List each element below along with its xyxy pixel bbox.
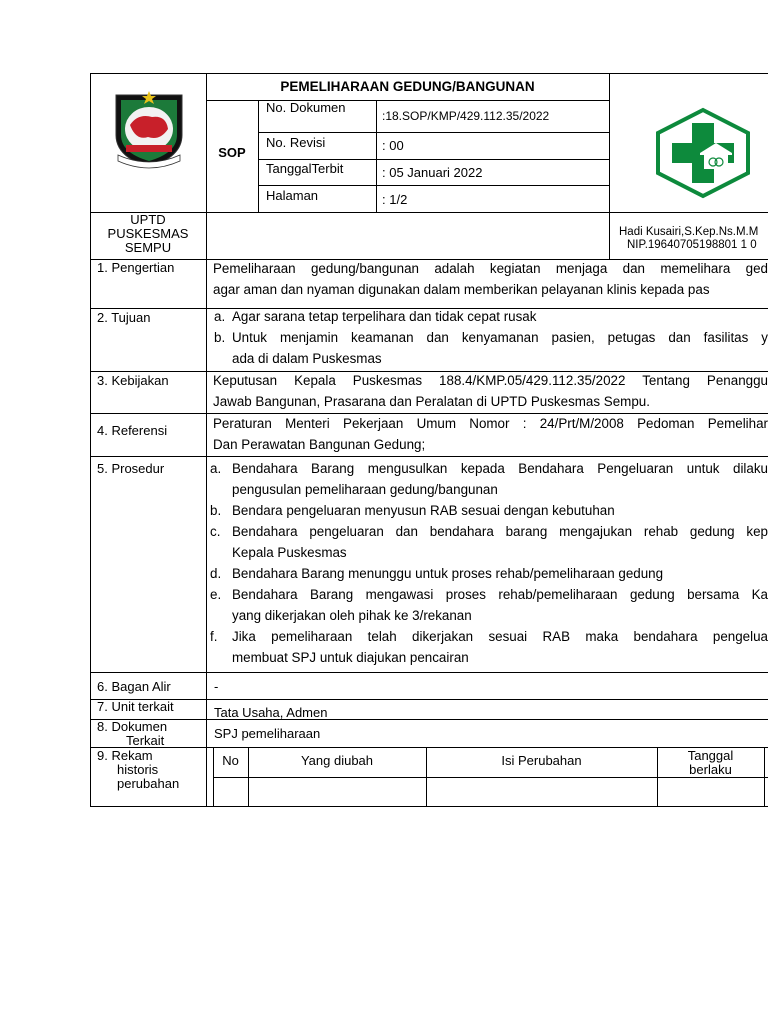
rekam-col-berlaku: berlaku <box>689 762 732 777</box>
field-value-tanggal-terbit: : 05 Januari 2022 <box>382 165 483 180</box>
rekam-col-no: No <box>222 753 239 768</box>
prosedur-f-line-2: membuat SPJ untuk diajukan pencairan <box>232 650 469 665</box>
field-label-no-dokumen: No. Dokumen <box>266 100 346 115</box>
prosedur-f-line-1: Jika pemeliharaan telah dikerjakan sesuai RAB maka bendahara pengelua <box>232 629 768 644</box>
prosedur-b-line-1: Bendara pengeluaran menyusun RAB sesuai dengan kebutuhan <box>232 503 615 518</box>
label-kebijakan: 3. Kebijakan <box>97 373 169 388</box>
tujuan-b-line-2: ada di dalam Puskesmas <box>232 351 382 366</box>
field-value-halaman: : 1/2 <box>382 192 408 207</box>
label-unit-terkait: 7. Unit terkait <box>97 699 174 714</box>
label-prosedur: 5. Prosedur <box>97 461 165 476</box>
puskesmas-logo <box>654 107 752 199</box>
rekam-col-yang-diubah: Yang diubah <box>300 753 374 768</box>
field-label-halaman: Halaman <box>266 188 319 203</box>
org-name-line-2: PUSKESMAS <box>107 226 189 241</box>
signer-nip: NIP.19640705198801 1 0 <box>627 239 757 251</box>
field-label-no-revisi: No. Revisi <box>266 135 326 150</box>
tujuan-b-line-1: Untuk menjamin keamanan dan kenyamanan pasien, petugas dan fasilitas y <box>232 330 768 345</box>
bagan-alir-value: - <box>214 679 219 694</box>
document-title: PEMELIHARAAN GEDUNG/BANGUNAN <box>280 79 535 94</box>
rekam-col-tanggal: Tanggal <box>687 748 734 763</box>
sop-label: SOP <box>218 145 246 160</box>
prosedur-a-marker: a. <box>210 461 222 476</box>
pengertian-line-2: agar aman dan nyaman digunakan dalam memberikan pelayanan klinis kepada pas <box>213 282 710 297</box>
field-value-no-dokumen: :18.SOP/KMP/429.112.35/2022 <box>382 109 550 123</box>
prosedur-a-line-2: pengusulan pemeliharaan gedung/bangunan <box>232 482 498 497</box>
tujuan-a-marker: a. <box>214 309 226 324</box>
label-dokumen-line-1: 8. Dokumen <box>97 719 168 734</box>
prosedur-c-line-2: Kepala Puskesmas <box>232 545 347 560</box>
prosedur-e-line-2: yang dikerjakan oleh pihak ke 3/rekanan <box>232 608 472 623</box>
label-dokumen-line-2: Terkait <box>126 733 165 748</box>
kebijakan-line-2: Jawab Bangunan, Prasarana dan Peralatan di UPTD Puskesmas Sempu. <box>213 394 650 409</box>
signer-name: Hadi Kusairi,S.Kep.Ns.M.M <box>619 226 759 238</box>
prosedur-e-line-1: Bendahara Barang mengawasi proses rehab/pemeliharaan gedung bersama Ka <box>232 587 768 602</box>
prosedur-d-marker: d. <box>210 566 222 581</box>
org-name-line-3: SEMPU <box>124 240 172 255</box>
prosedur-a-line-1: Bendahara Barang mengusulkan kepada Bendahara Pengeluaran untuk dilaku <box>232 461 768 476</box>
dokumen-terkait-value: SPJ pemeliharaan <box>214 726 321 741</box>
prosedur-c-line-1: Bendahara pengeluaran dan bendahara barang mengajukan rehab gedung kep <box>232 524 768 539</box>
label-tujuan: 2. Tujuan <box>97 310 151 325</box>
label-rekam-line-2: historis <box>117 762 159 777</box>
prosedur-b-marker: b. <box>210 503 222 518</box>
field-value-no-revisi: : 00 <box>382 138 404 153</box>
tujuan-b-marker: b. <box>214 330 226 345</box>
referensi-line-1: Peraturan Menteri Pekerjaan Umum Nomor : 24/Prt/M/2008 Pedoman Pemelihar <box>213 416 768 431</box>
tujuan-a-text: Agar sarana tetap terpelihara dan tidak cepat rusak <box>232 309 537 324</box>
referensi-line-2: Dan Perawatan Bangunan Gedung; <box>213 437 426 452</box>
pengertian-line-1: Pemeliharaan gedung/bangunan adalah kegiatan menjaga dan memelihara ged <box>213 261 768 276</box>
label-rekam-line-3: perubahan <box>117 776 180 791</box>
unit-terkait-value: Tata Usaha, Admen <box>214 705 328 720</box>
label-pengertian: 1. Pengertian <box>97 260 175 275</box>
field-label-tanggal-terbit: TanggalTerbit <box>266 161 344 176</box>
label-rekam-line-1: 9. Rekam <box>97 748 153 763</box>
rekam-col-isi-perubahan: Isi Perubahan <box>501 753 582 768</box>
label-referensi: 4. Referensi <box>97 423 168 438</box>
kebijakan-line-1: Keputusan Kepala Puskesmas 188.4/KMP.05/429.112.35/2022 Tentang Penanggu <box>213 373 768 388</box>
label-bagan-alir: 6. Bagan Alir <box>97 679 171 694</box>
regional-emblem-logo <box>108 85 190 171</box>
org-name-line-1: UPTD <box>130 212 166 227</box>
prosedur-e-marker: e. <box>210 587 222 602</box>
prosedur-d-line-1: Bendahara Barang menunggu untuk proses rehab/pemeliharaan gedung <box>232 566 664 581</box>
prosedur-c-marker: c. <box>210 524 221 539</box>
prosedur-f-marker: f. <box>210 629 218 644</box>
